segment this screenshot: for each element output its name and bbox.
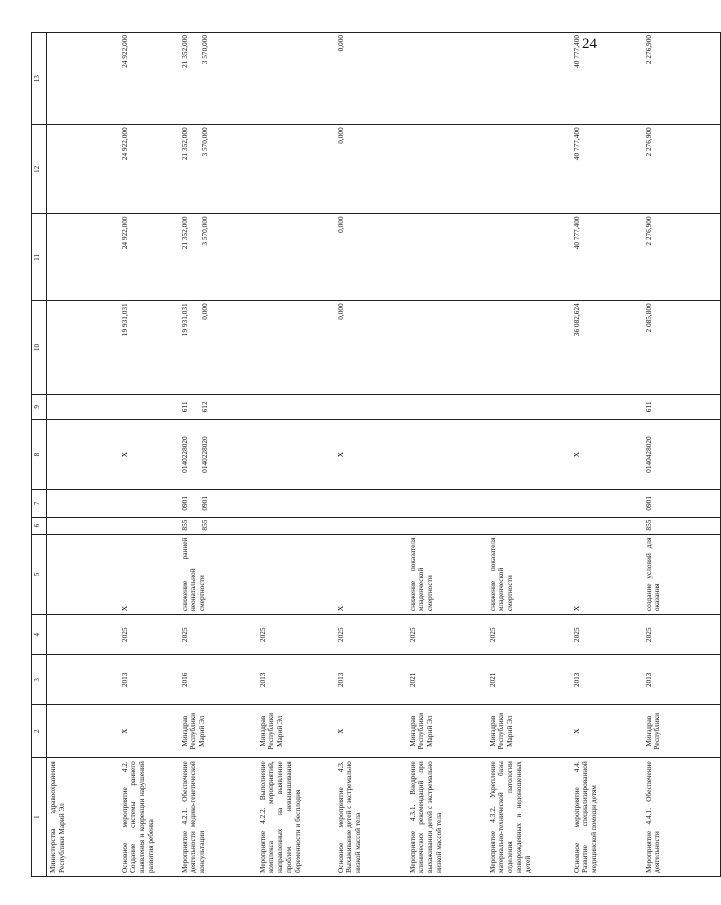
cell-col-4 — [643, 615, 721, 655]
cell-col-11 — [407, 214, 487, 301]
cell-value: X — [571, 451, 581, 458]
cell-col-4 — [47, 615, 119, 655]
cell-col-12 — [179, 125, 257, 214]
cell-col-11 — [571, 214, 643, 301]
cell-col-8 — [47, 420, 119, 490]
cell-value: 611 — [179, 401, 189, 413]
cell-col-10 — [179, 301, 257, 394]
cell-col-4 — [257, 615, 335, 655]
cell-text: Мероприятие 4.3.1. Внедрение клинических рекомендаций при выхаживании детей с экстремально низкой массой тела — [407, 761, 443, 873]
cell-text: Мероприятие 4.4.1. Обеспечение деятельности — [643, 761, 662, 873]
table-row — [47, 33, 119, 877]
cell-col-10 — [571, 301, 643, 394]
cell-col-7 — [257, 490, 335, 518]
cell-value: 36 082,624 — [571, 303, 581, 337]
cell-col-2 — [407, 705, 487, 758]
cell-col-2 — [47, 705, 119, 758]
cell-col-1 — [179, 758, 257, 877]
column-header-3: 3 — [32, 655, 47, 705]
column-header-2: 2 — [32, 705, 47, 758]
cell-value: 0901 — [643, 496, 653, 511]
table-row — [571, 33, 643, 877]
cell-col-8 — [119, 420, 179, 490]
cell-col-11 — [119, 214, 179, 301]
cell-col-11 — [335, 214, 407, 301]
column-header-6: 6 — [32, 517, 47, 534]
cell-col-6 — [487, 517, 571, 534]
cell-col-8 — [487, 420, 571, 490]
cell-col-5 — [643, 534, 721, 615]
cell-col-13 — [407, 33, 487, 125]
cell-value: 2 276,900 — [643, 216, 653, 246]
cell-value: 0140428020 — [643, 436, 653, 473]
cell-col-11 — [47, 214, 119, 301]
cell-col-8 — [407, 420, 487, 490]
table-row — [335, 33, 407, 877]
cell-value: 0,000 — [200, 303, 210, 320]
cell-value: 855 — [200, 519, 210, 531]
cell-col-4 — [179, 615, 257, 655]
cell-text: Мероприятие 4.2.2. Выполнение комплекса мероприятий, направленных на выявление проблем невынашивания беременности и бесплодия — [257, 761, 302, 873]
cell-col-7 — [643, 490, 721, 518]
cell-col-7 — [179, 490, 257, 518]
column-header-4: 4 — [32, 615, 47, 655]
cell-col-11 — [643, 214, 721, 301]
cell-col-11 — [257, 214, 335, 301]
cell-col-13 — [487, 33, 571, 125]
cell-col-5 — [257, 534, 335, 615]
cell-text: X — [335, 605, 345, 612]
cell-col-5 — [179, 534, 257, 615]
cell-col-2 — [571, 705, 643, 758]
column-header-1: 1 — [32, 758, 47, 877]
cell-col-2 — [487, 705, 571, 758]
cell-col-3 — [179, 655, 257, 705]
cell-text: 2025 — [335, 627, 345, 643]
cell-text: 2025 — [119, 627, 129, 643]
cell-col-13 — [47, 33, 119, 125]
cell-col-13 — [643, 33, 721, 125]
cell-value: 40 777,400 — [571, 35, 581, 68]
cell-text: Минздрав Республики Марий Эл — [487, 712, 514, 750]
cell-col-11 — [487, 214, 571, 301]
cell-value: 855 — [643, 519, 653, 531]
cell-col-3 — [257, 655, 335, 705]
cell-col-5 — [407, 534, 487, 615]
cell-col-3 — [407, 655, 487, 705]
cell-text: 2025 — [643, 627, 653, 643]
cell-text: 2021 — [407, 672, 417, 688]
cell-col-6 — [257, 517, 335, 534]
cell-col-9 — [487, 394, 571, 419]
cell-col-4 — [119, 615, 179, 655]
cell-col-3 — [335, 655, 407, 705]
cell-col-5 — [571, 534, 643, 615]
cell-col-1 — [47, 758, 119, 877]
cell-col-3 — [643, 655, 721, 705]
cell-value: 21 352,000 — [179, 216, 189, 250]
cell-col-13 — [179, 33, 257, 125]
cell-value: 2 276,900 — [643, 127, 653, 157]
cell-text: 2021 — [487, 672, 497, 688]
cell-col-13 — [257, 33, 335, 125]
cell-value: X — [335, 451, 345, 458]
cell-col-1 — [643, 758, 721, 877]
cell-col-3 — [571, 655, 643, 705]
cell-value: 19 931,031 — [119, 303, 129, 337]
cell-value: 19 931,031 — [179, 303, 189, 337]
cell-text: снижение показателя младенческой смертности — [487, 537, 514, 612]
cell-text: Мероприятие 4.2.1. Обеспечение деятельности медико-генетической консультации — [179, 761, 206, 873]
cell-col-9 — [407, 394, 487, 419]
cell-col-12 — [47, 125, 119, 214]
cell-col-7 — [119, 490, 179, 518]
cell-col-12 — [571, 125, 643, 214]
cell-col-10 — [487, 301, 571, 394]
cell-value: 40 777,400 — [571, 216, 581, 250]
cell-value: 0,000 — [335, 216, 345, 233]
cell-col-7 — [47, 490, 119, 518]
cell-col-12 — [643, 125, 721, 214]
cell-value: 0,000 — [335, 303, 345, 320]
cell-value: 3 570,000 — [200, 127, 210, 157]
rotated-table-container — [31, 32, 662, 877]
cell-col-4 — [407, 615, 487, 655]
cell-col-12 — [487, 125, 571, 214]
cell-text: X — [119, 728, 129, 734]
cell-col-10 — [47, 301, 119, 394]
cell-col-9 — [643, 394, 721, 419]
cell-text: Основное мероприятие 4.2. Создание системы раннего выявления и коррекции нарушений развития ребенка — [119, 761, 155, 873]
cell-text: Минздрав Республики — [643, 712, 662, 750]
cell-value: 2 276,900 — [643, 35, 653, 65]
cell-col-2 — [119, 705, 179, 758]
cell-text: снижение показателя младенческой смертности — [407, 537, 434, 612]
cell-col-9 — [47, 394, 119, 419]
cell-text: 2013 — [571, 672, 581, 688]
table-row — [643, 33, 721, 877]
cell-value: 21 352,000 — [179, 127, 189, 161]
cell-value: 24 922,000 — [119, 216, 129, 250]
column-header-10: 10 — [32, 301, 47, 394]
cell-text: Основное мероприятие 4.3. Выхаживание детей с экстремально низкой массой тела — [335, 761, 362, 873]
budget-table — [31, 32, 721, 877]
cell-col-10 — [119, 301, 179, 394]
cell-text: Минздрав Республики Марий Эл — [179, 712, 206, 750]
cell-col-8 — [179, 420, 257, 490]
cell-text: 2013 — [643, 672, 653, 688]
cell-text: 2016 — [179, 672, 189, 688]
cell-col-1 — [487, 758, 571, 877]
cell-col-3 — [487, 655, 571, 705]
table-row — [407, 33, 487, 877]
cell-col-2 — [179, 705, 257, 758]
cell-text: Минздрав Республики Марий Эл — [257, 712, 284, 750]
cell-value: 0140228020 — [200, 436, 210, 473]
cell-col-5 — [119, 534, 179, 615]
cell-text: 2013 — [119, 672, 129, 688]
cell-col-6 — [407, 517, 487, 534]
cell-text: 2025 — [407, 627, 417, 643]
cell-col-2 — [643, 705, 721, 758]
column-header-8: 8 — [32, 420, 47, 490]
cell-col-6 — [335, 517, 407, 534]
table-row — [119, 33, 179, 877]
cell-col-7 — [487, 490, 571, 518]
cell-col-13 — [119, 33, 179, 125]
cell-col-5 — [335, 534, 407, 615]
cell-text: X — [335, 728, 345, 734]
cell-col-9 — [335, 394, 407, 419]
cell-col-10 — [335, 301, 407, 394]
cell-col-13 — [335, 33, 407, 125]
cell-value: 0,000 — [335, 35, 345, 52]
cell-col-3 — [47, 655, 119, 705]
table-row — [257, 33, 335, 877]
cell-col-1 — [119, 758, 179, 877]
cell-value: 612 — [200, 401, 210, 413]
cell-col-6 — [119, 517, 179, 534]
cell-text: 2013 — [335, 672, 345, 688]
cell-col-6 — [571, 517, 643, 534]
cell-text: 2025 — [179, 627, 189, 643]
cell-col-1 — [571, 758, 643, 877]
cell-col-10 — [643, 301, 721, 394]
cell-col-8 — [257, 420, 335, 490]
cell-value: 2 085,800 — [643, 303, 653, 333]
cell-col-12 — [119, 125, 179, 214]
cell-col-8 — [571, 420, 643, 490]
column-header-5: 5 — [32, 534, 47, 615]
cell-value: 21 352,000 — [179, 35, 189, 68]
cell-col-13 — [571, 33, 643, 125]
column-header-11: 11 — [32, 214, 47, 301]
cell-col-2 — [257, 705, 335, 758]
cell-text: Минздрав Республики Марий Эл — [407, 712, 434, 750]
cell-col-9 — [571, 394, 643, 419]
cell-col-6 — [643, 517, 721, 534]
cell-col-9 — [179, 394, 257, 419]
cell-value: 3 570,000 — [200, 216, 210, 246]
cell-value: 3 570,000 — [200, 35, 210, 65]
cell-value: 611 — [643, 401, 653, 413]
cell-value: 24 922,000 — [119, 127, 129, 161]
cell-col-10 — [407, 301, 487, 394]
cell-col-8 — [643, 420, 721, 490]
page-number: 24 — [582, 36, 597, 52]
cell-text: Мероприятие 4.3.2. Укрепление материально-технической базы отделения патологии новорожденных и недоношенных детей — [487, 761, 532, 873]
cell-value: 40 777,400 — [571, 127, 581, 161]
cell-col-1 — [407, 758, 487, 877]
cell-text: снижение ранней неонатальной смертности — [179, 537, 206, 612]
cell-value: 0901 — [200, 496, 210, 511]
header-row — [32, 33, 47, 877]
table-row — [487, 33, 571, 877]
column-header-7: 7 — [32, 490, 47, 518]
cell-col-1 — [335, 758, 407, 877]
cell-col-5 — [47, 534, 119, 615]
cell-col-2 — [335, 705, 407, 758]
column-header-13: 13 — [32, 33, 47, 125]
cell-col-9 — [119, 394, 179, 419]
table-body — [47, 33, 721, 877]
table-row — [179, 33, 257, 877]
cell-text: создание условий для оказания — [643, 537, 662, 612]
cell-value: 0140228020 — [179, 436, 189, 473]
cell-col-12 — [257, 125, 335, 214]
cell-col-10 — [257, 301, 335, 394]
cell-value: 855 — [179, 519, 189, 531]
cell-text: X — [571, 605, 581, 612]
cell-value: 0,000 — [335, 127, 345, 144]
cell-col-5 — [487, 534, 571, 615]
cell-col-7 — [407, 490, 487, 518]
cell-text: Министерства здравоохранения Республики Марий Эл — [48, 761, 66, 873]
cell-col-3 — [119, 655, 179, 705]
cell-text: Основное мероприятие 4.4. Развитие специализированной медицинской помощи детям — [571, 761, 598, 873]
column-header-12: 12 — [32, 125, 47, 214]
cell-text: 2025 — [257, 627, 267, 643]
cell-col-11 — [179, 214, 257, 301]
cell-col-4 — [487, 615, 571, 655]
cell-value: 24 922,000 — [119, 35, 129, 68]
cell-col-7 — [335, 490, 407, 518]
cell-text: 2025 — [571, 627, 581, 643]
cell-text: X — [571, 728, 581, 734]
cell-col-1 — [257, 758, 335, 877]
cell-col-8 — [335, 420, 407, 490]
cell-text: X — [119, 605, 129, 612]
cell-col-12 — [335, 125, 407, 214]
cell-text: 2013 — [257, 672, 267, 688]
cell-col-4 — [571, 615, 643, 655]
cell-col-12 — [407, 125, 487, 214]
cell-col-4 — [335, 615, 407, 655]
cell-col-9 — [257, 394, 335, 419]
column-header-9: 9 — [32, 394, 47, 419]
cell-col-6 — [47, 517, 119, 534]
cell-col-6 — [179, 517, 257, 534]
cell-value: 0901 — [179, 496, 189, 511]
cell-col-7 — [571, 490, 643, 518]
cell-value: X — [119, 451, 129, 458]
cell-text: 2025 — [487, 627, 497, 643]
